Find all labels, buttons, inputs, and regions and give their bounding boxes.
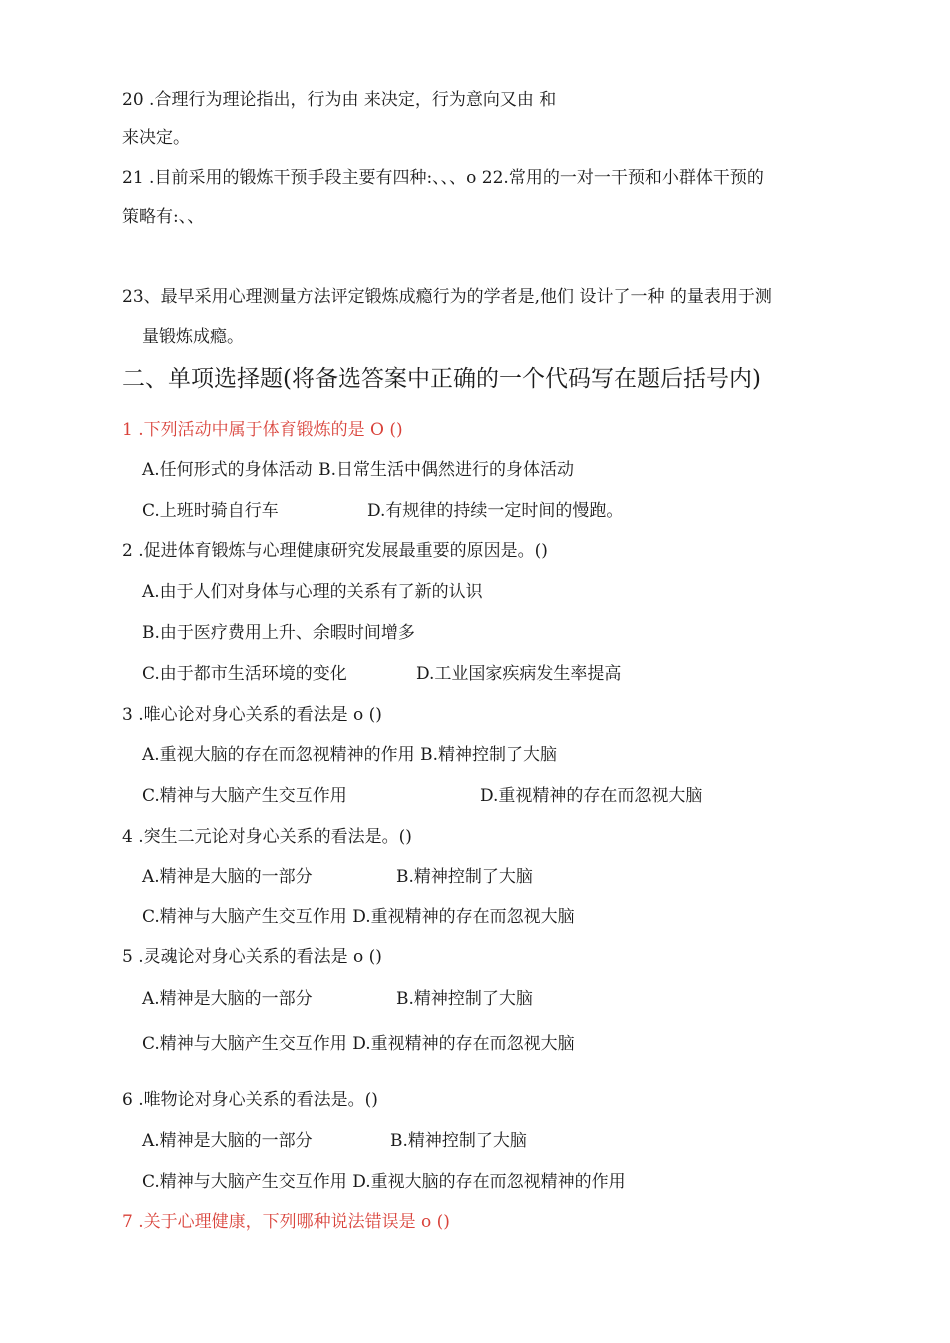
question-stem-7: 7 .关于心理健康，下列哪种说法错误是 o ()	[122, 1212, 450, 1232]
q1-option-c: C.上班时骑自行车	[142, 501, 279, 521]
question-stem-6: 6 .唯物论对身心关系的看法是。()	[122, 1090, 378, 1110]
q21-22-line1: 21 .目前采用的锻炼干预手段主要有四种:、、、o 22.常用的一对一干预和小群体干预的	[122, 168, 764, 188]
q1-option-d: D.有规律的持续一定时间的慢跑。	[367, 501, 624, 521]
q20-line1: 20 .合理行为理论指出，行为由 来决定，行为意向又由 和	[122, 90, 557, 110]
q4-option-cd: C.精神与大脑产生交互作用 D.重视精神的存在而忽视大脑	[142, 907, 575, 927]
q5-option-b: B.精神控制了大脑	[396, 989, 533, 1009]
q4-option-b: B.精神控制了大脑	[396, 867, 533, 887]
q5-option-a: A.精神是大脑的一部分	[142, 989, 313, 1009]
q2-option-c: C.由于都市生活环境的变化	[142, 664, 347, 684]
q23-line2: 量锻炼成瘾。	[142, 327, 244, 347]
q4-option-a: A.精神是大脑的一部分	[142, 867, 313, 887]
question-stem-4: 4 .突生二元论对身心关系的看法是。()	[122, 827, 412, 847]
question-stem-1: 1 .下列活动中属于体育锻炼的是 O ()	[122, 420, 403, 440]
q1-option-ab: A.任何形式的身体活动 B.日常生活中偶然进行的身体活动	[142, 460, 574, 480]
q6-option-cd: C.精神与大脑产生交互作用 D.重视大脑的存在而忽视精神的作用	[142, 1172, 626, 1192]
q3-option-ab: A.重视大脑的存在而忽视精神的作用 B.精神控制了大脑	[142, 745, 557, 765]
q5-option-cd: C.精神与大脑产生交互作用 D.重视精神的存在而忽视大脑	[142, 1034, 575, 1054]
section-title: 二、单项选择题(将备选答案中正确的一个代码写在题后括号内)	[122, 366, 761, 392]
q2-option-a: A.由于人们对身体与心理的关系有了新的认识	[142, 582, 483, 602]
q20-line2: 来决定。	[122, 128, 190, 148]
question-stem-3: 3 .唯心论对身心关系的看法是 o ()	[122, 705, 382, 725]
q23-line1: 23、最早采用心理测量方法评定锻炼成瘾行为的学者是,他们 设计了一种 的量表用于测	[122, 287, 772, 307]
q3-option-c: C.精神与大脑产生交互作用	[142, 786, 347, 806]
question-stem-5: 5 .灵魂论对身心关系的看法是 o ()	[122, 947, 382, 967]
q3-option-d: D.重视精神的存在而忽视大脑	[480, 786, 703, 806]
q6-option-b: B.精神控制了大脑	[390, 1131, 527, 1151]
q6-option-a: A.精神是大脑的一部分	[142, 1131, 313, 1151]
question-stem-2: 2 .促进体育锻炼与心理健康研究发展最重要的原因是。()	[122, 541, 548, 561]
q22-line2: 策略有:、、	[122, 207, 205, 227]
q2-option-b: B.由于医疗费用上升、余暇时间增多	[142, 623, 415, 643]
q2-option-d: D.工业国家疾病发生率提高	[416, 664, 622, 684]
